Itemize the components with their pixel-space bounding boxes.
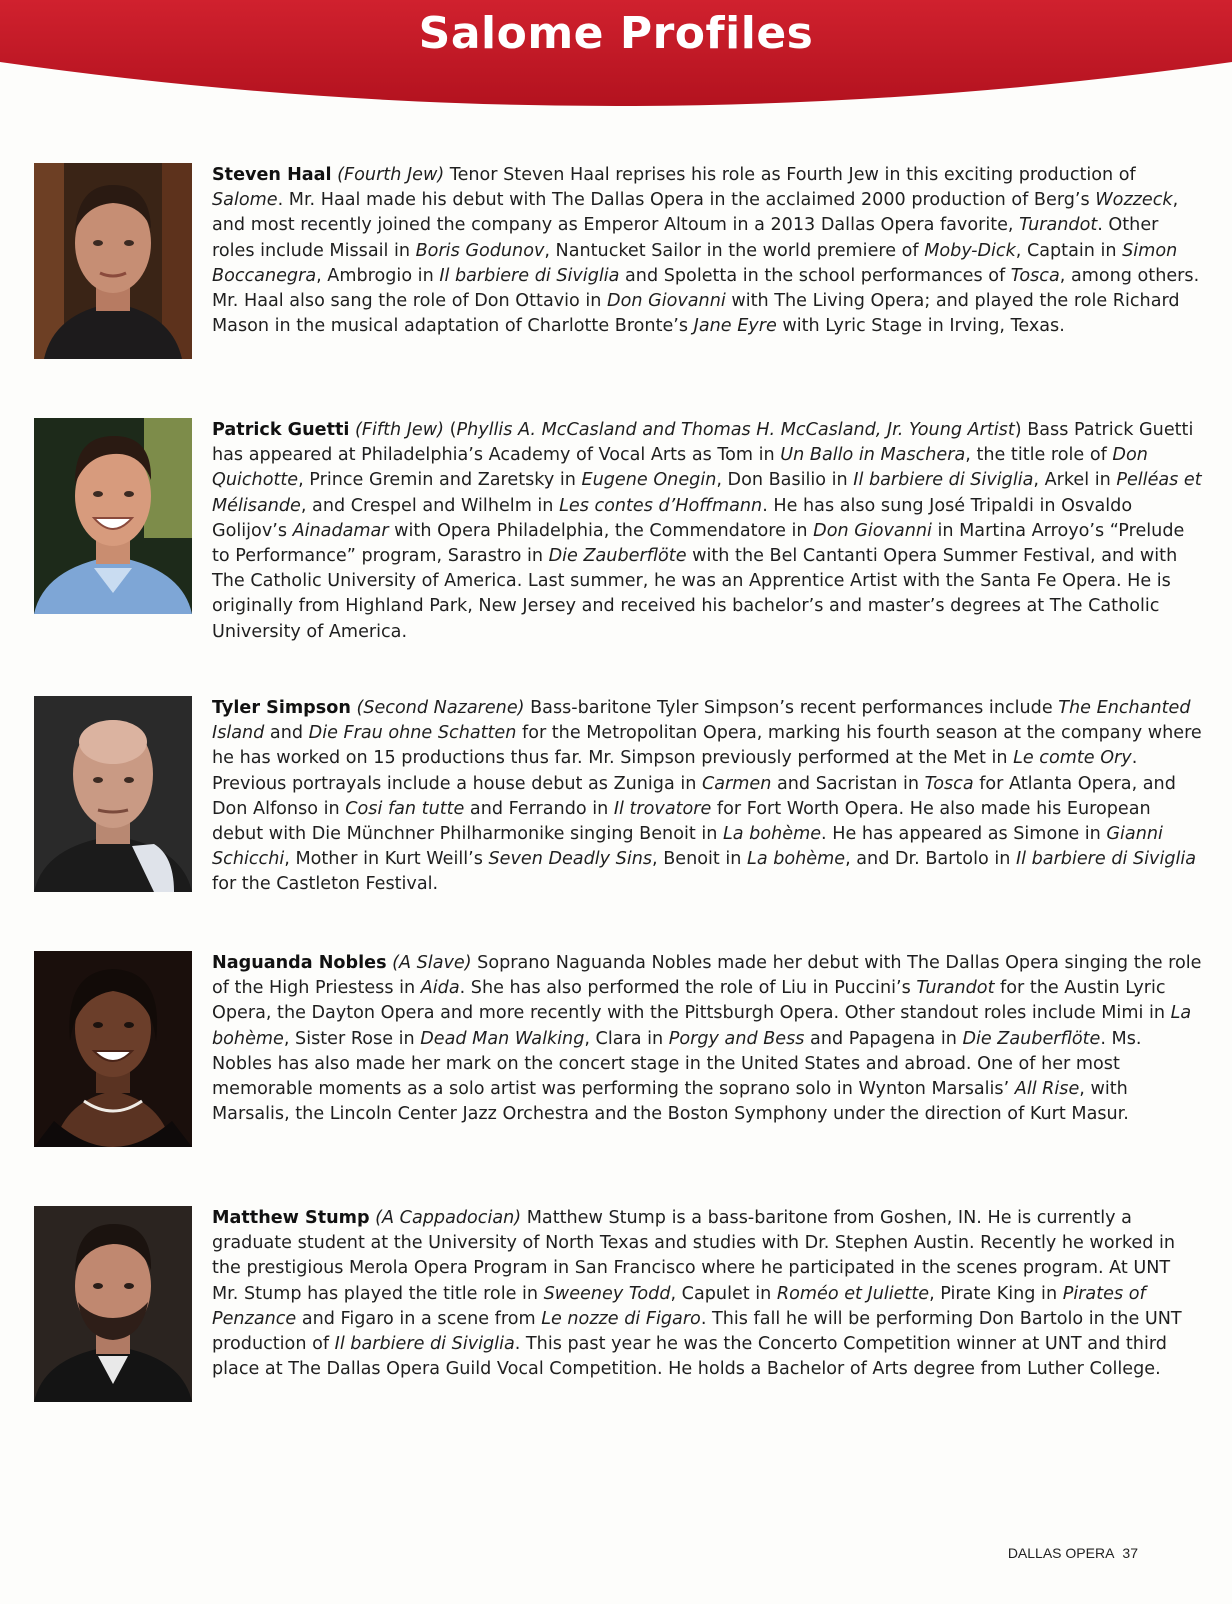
italic-title: Seven Deadly Sins (488, 849, 653, 870)
italic-title: Dead Man Walking (420, 1028, 585, 1049)
bio-segment: with Opera Philadelphia, the Commendatore in (388, 520, 814, 541)
italic-title: Porgy and Bess (668, 1028, 805, 1049)
bio-segment: Matthew Stump is a bass-baritone from Goshen, IN. He is currently a graduate student at the University of North Texas and studies with Dr. Stephen Austin. Recently he worked in the prestigious Merola Opera Program in San Francisco where he participated in the scenes program. At UNT Mr. Stump has played the title role in (212, 1208, 1176, 1304)
bio-segment: Soprano Naguanda Nobles made her debut with The Dallas Opera singing the role of the High Priestess in (212, 953, 1202, 999)
bio-text (212, 696, 1202, 898)
italic-title: Die Zauberflöte (548, 546, 687, 567)
bio-text (212, 418, 1202, 645)
bio-segment: with Lyric Stage in Irving, Texas. (776, 316, 1065, 337)
portrait-patrick-guetti (34, 418, 192, 614)
bio-segment: , Nantucket Sailor in the world premiere of (544, 240, 925, 261)
bio-segment: and Ferrando in (464, 798, 614, 819)
bio-segment: Tenor Steven Haal reprises his role as Fourth Jew in this exciting production of (444, 165, 1136, 185)
profile-name: Steven Haal (212, 165, 332, 185)
italic-title: Roméo et Juliette (776, 1283, 930, 1304)
italic-title: (A Cappadocian) (375, 1208, 522, 1228)
bio-segment: for the Austin Lyric Opera, the Dayton Opera and more recently with the Pittsburgh Opera. Other standout roles include Mimi in (212, 978, 1171, 1024)
bio-segment: . Previous portrayals include a house debut as Zuniga in (212, 748, 1138, 794)
bio-segment: with The Living Opera; and played the role Richard Mason in the musical adaptation of Charlotte Bronte’s (212, 291, 1180, 337)
bio-segment: ) Bass Patrick Guetti has appeared at Philadelphia’s Academy of Vocal Arts as Tom in (212, 420, 1194, 466)
bio-segment: . Other roles include Missail in (212, 215, 1159, 261)
italic-title: Il trovatore (613, 798, 712, 819)
page-number: 37 (1122, 1545, 1138, 1561)
portrait-matthew-stump (34, 1206, 192, 1402)
italic-title: Le nozze di Figaro (541, 1308, 701, 1329)
portrait-tyler-simpson (34, 696, 192, 892)
italic-title: Les contes d’Hoffmann (559, 495, 763, 516)
italic-title: Don Giovanni (813, 520, 932, 541)
bio-segment: , the title role of (965, 445, 1113, 466)
italic-title: Carmen (701, 773, 772, 794)
bio-segment: . This past year he was the Concerto Competition winner at UNT and third place at The Dallas Opera Guild Vocal Competition. He holds a Bachelor of Arts degree from Luther College. (212, 1334, 1167, 1380)
italic-title: Turandot (916, 978, 995, 999)
bio-segment: for the Castleton Festival. (212, 874, 439, 895)
italic-title: Ainadamar (292, 520, 389, 541)
page-title: Salome Profiles (418, 8, 814, 59)
bio-text (212, 1206, 1202, 1382)
bio-segment: Bass-baritone Tyler Simpson’s recent performances include (524, 698, 1059, 718)
bio-segment: . Ms. Nobles has also made her mark on the concert stage in the United States and abroad. One of her most memorable moments as a solo artist was performing the soprano solo in Wynton Marsalis’ (212, 1028, 1142, 1100)
bio-segment: , Mother in Kurt Weill’s (284, 849, 489, 870)
bio-segment: , Prince Gremin and Zaretsky in (298, 470, 582, 491)
bio-segment: and Sacristan in (771, 773, 925, 794)
bio-segment: and Papagena in (804, 1028, 963, 1049)
bio-segment: for the Metropolitan Opera, marking his fourth season at the company where he has worked on 15 productions thus far. Mr. Simpson previously performed at the Met in (212, 723, 1202, 769)
italic-title: Tosca (1010, 265, 1060, 286)
profile-name: Naguanda Nobles (212, 953, 387, 973)
italic-title: (Fourth Jew) (337, 165, 445, 185)
bio-segment: , Pirate King in (929, 1283, 1063, 1304)
bio-segment: , Sister Rose in (283, 1028, 421, 1049)
italic-title: Salome (212, 190, 278, 211)
italic-title: Sweeney Todd (543, 1283, 671, 1304)
italic-title: Tosca (924, 773, 974, 794)
italic-title: Gianni Schicchi (212, 824, 1163, 870)
italic-title: Die Frau ohne Schatten (308, 723, 517, 744)
italic-title: Eugene Onegin (581, 470, 717, 491)
italic-title: Wozzeck (1095, 190, 1173, 211)
bio-segment: and (264, 723, 309, 744)
italic-title: (A Slave) (392, 953, 472, 973)
bio-segment: , and Dr. Bartolo in (845, 849, 1016, 870)
italic-title: La bohème (722, 824, 822, 845)
bio-segment: . He has appeared as Simone in (821, 824, 1107, 845)
italic-title: Don Giovanni (607, 291, 726, 312)
bio-segment: , Capulet in (670, 1283, 777, 1304)
italic-title: Turandot (1019, 215, 1098, 236)
bio-segment: . She has also performed the role of Liu in Puccini’s (459, 978, 917, 999)
header-banner (0, 0, 1232, 115)
bio-segment: , Ambrogio in (316, 265, 440, 286)
page-footer (1000, 1545, 1138, 1561)
publication-name: DALLAS OPERA (1007, 1545, 1115, 1561)
bio-text (212, 163, 1202, 339)
bio-segment: for Atlanta Opera, and Don Alfonso in (212, 773, 1176, 819)
italic-title: Die Zauberflöte (962, 1028, 1101, 1049)
italic-title: La bohème (212, 1003, 1192, 1049)
bio-segment: . He has also sung José Tripaldi in Osvaldo Golijov’s (212, 495, 1133, 541)
bio-segment: , Captain in (1015, 240, 1123, 261)
bio-text (212, 951, 1202, 1127)
italic-title: Il barbiere di Siviglia (334, 1334, 515, 1355)
italic-title: Il barbiere di Siviglia (1015, 849, 1197, 870)
bio-segment: with the Bel Cantanti Opera Summer Festival, and with The Catholic University of America. Last summer, he was an Apprentice Artist with the Santa Fe Opera. He is originally from Highland Park, New Jersey and received his bachelor’s and master’s degrees at The Catholic University of America. (212, 546, 1178, 642)
bio-segment: and Spoletta in the school performances of (619, 265, 1011, 286)
bio-segment: , Clara in (584, 1028, 669, 1049)
bio-segment: ( (444, 420, 457, 440)
profile-name: Matthew Stump (212, 1208, 370, 1228)
italic-title: (Fifth Jew) (355, 420, 444, 440)
bio-segment: , and Crespel and Wilhelm in (300, 495, 560, 516)
bio-segment: for Fort Worth Opera. He also made his European debut with Die Münchner Philharmonike singing Benoit in (212, 798, 1151, 845)
italic-title: Aida (420, 978, 460, 999)
italic-title: All Rise (1014, 1079, 1080, 1100)
profile-matthew-stump (34, 1206, 1202, 1406)
bio-segment: , Benoit in (652, 849, 748, 870)
profile-naguanda-nobles (34, 951, 1202, 1151)
italic-title: Il barbiere di Siviglia (853, 470, 1034, 491)
portrait-steven-haal (34, 163, 192, 359)
italic-title: Boris Godunov (415, 240, 545, 261)
profile-name: Tyler Simpson (212, 698, 351, 718)
profile-tyler-simpson (34, 696, 1202, 896)
bio-segment: , Don Basilio in (716, 470, 854, 491)
italic-title: Phyllis A. McCasland and Thomas H. McCasland, Jr. Young Artist (456, 420, 1015, 440)
bio-segment: , with Marsalis, the Lincoln Center Jazz Orchestra and the Boston Symphony under the direction of Kurt Masur. (212, 1079, 1129, 1125)
bio-segment: , among others. Mr. Haal also sang the role of Don Ottavio in (212, 265, 1200, 312)
bio-segment: , Arkel in (1033, 470, 1117, 491)
bio-segment: in Martina Arroyo’s “Prelude to Performance” program, Sarastro in (212, 520, 1185, 567)
italic-title: Pelléas et Mélisande (212, 470, 1202, 516)
italic-title: Le comte Ory (1013, 748, 1132, 769)
italic-title: Don Quichotte (212, 445, 1148, 491)
bio-segment: . Mr. Haal made his debut with The Dallas Opera in the acclaimed 2000 production of Berg’s (277, 190, 1096, 211)
profile-patrick-guetti (34, 418, 1202, 642)
italic-title: Jane Eyre (693, 316, 777, 337)
italic-title: La bohème (747, 849, 846, 870)
italic-title: Moby-Dick (924, 240, 1016, 261)
italic-title: The Enchanted Island (212, 698, 1191, 744)
bio-segment: and Figaro in a scene from (296, 1308, 542, 1329)
italic-title: (Second Nazarene) (356, 698, 525, 718)
italic-title: Il barbiere di Siviglia (439, 265, 620, 286)
italic-title: Simon Boccanegra (212, 240, 1178, 286)
italic-title: Pirates of Penzance (212, 1283, 1146, 1329)
bio-segment: . This fall he will be performing Don Bartolo in the UNT production of (212, 1308, 1182, 1355)
profile-steven-haal (34, 163, 1202, 363)
italic-title: Cosi fan tutte (345, 798, 465, 819)
italic-title: Un Ballo in Maschera (780, 445, 966, 466)
portrait-naguanda-nobles (34, 951, 192, 1147)
bio-segment: , and most recently joined the company as Emperor Altoum in a 2013 Dallas Opera favorite, (212, 190, 1179, 236)
profile-name: Patrick Guetti (212, 420, 350, 440)
